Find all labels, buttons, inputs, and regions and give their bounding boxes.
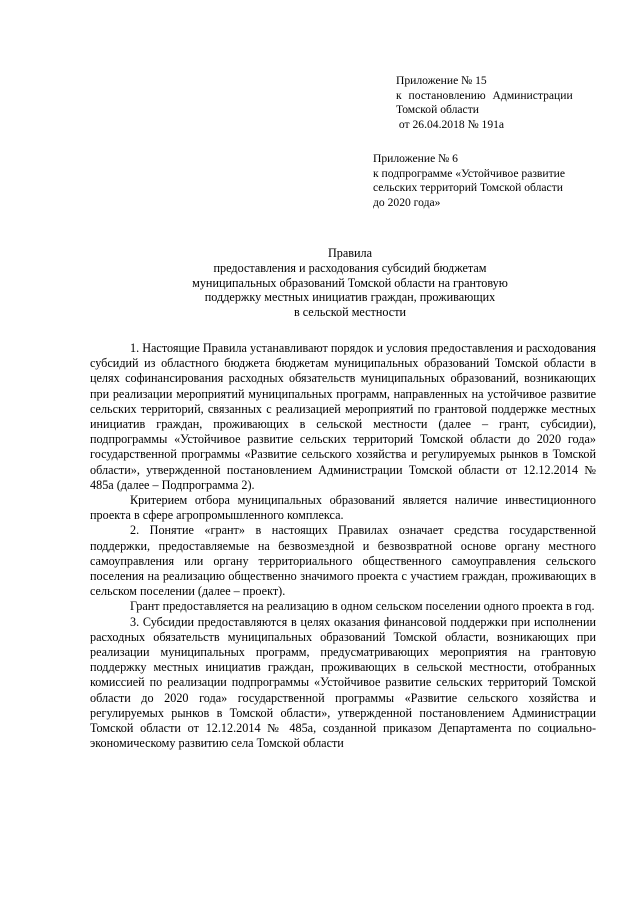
appendix-line: Томской области <box>396 103 479 117</box>
appendix-line: к подпрограмме «Устойчивое развитие <box>373 166 566 180</box>
paragraph-grant: Грант предоставляется на реализацию в одном сельском поселении одного проекта в год. <box>130 599 595 614</box>
appendix-line: Приложение № 6 <box>373 152 458 165</box>
appendix-block-resolution <box>396 74 573 132</box>
appendix-line: к постановлению Администрации <box>396 88 573 102</box>
document-body <box>90 341 596 751</box>
paragraph-3: 3. Субсидии предоставляются в целях оказания финансовой поддержки при исполнении расходных обязательств муниципальных образований Томской области, возникающих при реализации муниципальных программ, предусматривающих мероприятия на грантовую поддержку местных инициатив граждан, проживающих в сельской местности, отобранных комиссией по реализации подпрограммы «Устойчивое развитие сельских территорий Томской области до 2020 года» государственной программы «Развитие сельского хозяйства и регулируемых рынков в Томской области», утвержденной постановлением Администрации Томской области от 12.12.2014 № 485а, созданной приказом Департамента по социально-экономическому развитию села Томской области <box>90 614 596 751</box>
appendix-line: сельских территорий Томской области <box>373 181 563 195</box>
title-line: поддержку местных инициатив граждан, проживающих <box>204 290 496 305</box>
paragraph-1: 1. Настоящие Правила устанавливают порядок и условия предоставления и расходования субсидий из областного бюджета бюджетам муниципальных образований Томской области в целях софинансирования расходных обязательств муниципальных образований, возникающих при реализации мероприятий муниципальных программ, направленных на устойчивое развитие сельских территорий, связанных с реализацией мероприятий по грантовой поддержке местных инициатив граждан, проживающих в сельской местности (далее – грант, субсидии), подпрограммы «Устойчивое развитие сельских территорий Томской области до 2020 года» государственной программы «Развитие сельского хозяйства и регулируемых рынков в Томской области», утвержденной постановлением Администрации Томской области от 12.12.2014 № 485а (далее – Подпрограмма 2). <box>90 341 596 492</box>
title-line: предоставления и расходования субсидий бюджетам <box>213 260 487 275</box>
title-line: в сельской местности <box>293 305 407 320</box>
title-line: Правила <box>327 246 373 260</box>
title-line: муниципальных образований Томской области на грантовую <box>192 275 508 290</box>
paragraph-2: 2. Понятие «грант» в настоящих Правилах означает средства государственной поддержки, предоставляемые на безвозмездной и безвозвратной основе органу местного самоуправления или органу территориального общественного самоуправления сельского поселения на реализацию общественно значимого проекта с участием граждан, проживающих в сельском поселении (далее – проект). <box>90 523 596 599</box>
document-title <box>120 246 580 320</box>
appendix-line: от 26.04.2018 № 191а <box>396 117 505 131</box>
paragraph-criterion: Критерием отбора муниципальных образований является наличие инвестиционного проекта в сфере агропромышленного комплекса. <box>90 493 596 523</box>
appendix-line: Приложение № 15 <box>396 74 487 87</box>
appendix-line: до 2020 года» <box>373 195 441 209</box>
appendix-block-subprogram <box>373 152 565 210</box>
